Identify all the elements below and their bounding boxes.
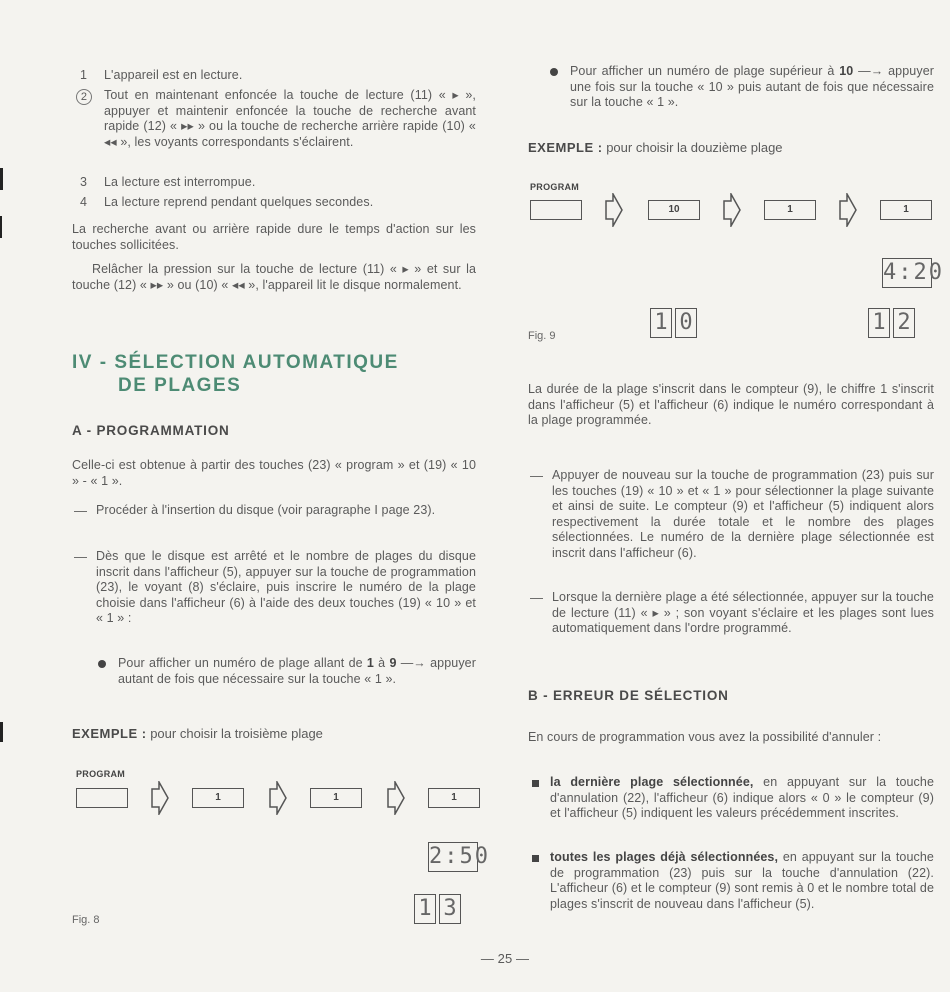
dash-play-programmed: Lorsque la dernière plage a été sélectionnée, appuyer sur la touche de lecture (11) « ▸ » ; son voyant s'éclaire et les plages sont lues automatiquement dans l'ordre programmé. <box>552 590 934 635</box>
program-label: PROGRAM <box>76 769 126 779</box>
example-twelfth-track: EXEMPLE : pour choisir la douzième plage <box>528 140 783 155</box>
program-label: PROGRAM <box>530 182 580 192</box>
figure-caption-9: Fig. 9 <box>528 330 556 342</box>
paragraph-release: Relâcher la pression sur la touche de lecture (11) « ▸ » et sur la touche (12) « ▸▸ » ou (10) « ◂◂ », l'appareil lit le disque normalement. <box>72 262 476 292</box>
key-box-10: 10 <box>648 200 700 220</box>
bullet-marker <box>550 68 558 76</box>
paragraph-keys: Celle-ci est obtenue à partir des touches (23) « program » et (19) « 10 » - « 1 ». <box>72 458 476 488</box>
lcd-digit: 1 <box>868 308 890 338</box>
key-box-2: 1 <box>310 788 362 808</box>
lcd-digit: 1 <box>414 894 436 924</box>
lcd-counter-display: 4:20 <box>882 258 932 288</box>
figure-caption-8: Fig. 8 <box>72 914 100 926</box>
step-4-text: La lecture reprend pendant quelques secondes. <box>104 195 374 209</box>
step-2-text: Tout en maintenant enfoncée la touche de lecture (11) « ▸ », appuyer et maintenir enfoncée la touche de recherche avant rapide (12) « ▸▸ » ou la touche de recherche arrière rapide (10) « ◂◂ », les voyants correspondants s'éclairent. <box>104 88 476 149</box>
section-title-line1: IV - SÉLECTION AUTOMATIQUE <box>72 352 399 373</box>
step-4-number: 4 <box>80 195 88 209</box>
dash-insert-disc: Procéder à l'insertion du disque (voir paragraphe I page 23). <box>96 503 436 517</box>
scan-edge-mark <box>0 168 3 190</box>
step-2-number: 2 <box>76 89 92 105</box>
key-box-1b: 1 <box>880 200 932 220</box>
dash-marker: — <box>530 590 543 605</box>
square-bullet-marker <box>532 780 539 787</box>
scan-edge-mark <box>0 722 3 742</box>
lcd-track-display-a <box>650 308 697 338</box>
cancel-last-track: la dernière plage sélectionnée, en appuyant sur la touche d'annulation (22), l'afficheur (6) indique alors « 0 » le compteur (9) et l'afficheur (5) indiquent les valeurs précédemment inscrites. <box>550 775 934 820</box>
arrow-right-icon <box>268 781 288 815</box>
key-box-3: 1 <box>428 788 480 808</box>
dash-marker: — <box>74 503 87 518</box>
arrow-right-icon <box>838 193 858 227</box>
lcd-digit: 1 <box>650 308 672 338</box>
dash-next-track: Appuyer de nouveau sur la touche de programmation (23) puis sur les touches (19) « 10 » et « 1 » pour sélectionner la plage suivante et ainsi de suite. Le compteur (9) et l'afficheur (5) indiquent alors respectivement la durée totale et le nombre des plages sélectionnées. Le numéro de la dernière plage sélectionnée est inscrit dans l'afficheur (6). <box>552 468 934 560</box>
lcd-digit: 2 <box>893 308 915 338</box>
lcd-track-display <box>414 894 461 924</box>
cancel-all-tracks: toutes les plages déjà sélectionnées, en appuyant sur la touche de programmation (23) puis sur la touche d'annulation (22). L'afficheur (6) et le compteur (9) sont remis à 0 et le nombre total de plages s'inscrit de nouveau dans l'afficheur (5). <box>550 850 934 911</box>
step-1-number: 1 <box>80 68 88 82</box>
lcd-counter-display: 2:50 <box>428 842 478 872</box>
step-3-number: 3 <box>80 175 88 189</box>
page-number: — 25 — <box>480 951 530 966</box>
scan-edge-mark <box>0 216 2 238</box>
program-key-box <box>76 788 128 808</box>
paragraph-duration: La durée de la plage s'inscrit dans le compteur (9), le chiffre 1 s'inscrit dans l'afficheur (5) et l'afficheur (6) indique le numéro correspondant à la plage programmée. <box>528 382 934 427</box>
arrow-right-icon <box>150 781 170 815</box>
arrow-right-icon <box>604 193 624 227</box>
dash-program-steps: Dès que le disque est arrêté et le nombre de plages du disque inscrit dans l'afficheur (5), appuyer sur la touche de programmation (23), le voyant (8) s'éclaire, puis inscrire le numéro de la plage choisie dans l'afficheur (6) à l'aide des deux touches (19) « 10 » et « 1 » : <box>96 549 476 625</box>
step-3-text: La lecture est interrompue. <box>104 175 256 189</box>
bullet-1-to-9: Pour afficher un numéro de plage allant de 1 à 9 —→ appuyer autant de fois que nécessaire sur la touche « 1 ». <box>118 656 476 686</box>
lcd-digit: 3 <box>439 894 461 924</box>
paragraph-fast-search: La recherche avant ou arrière rapide dure le temps d'action sur les touches sollicitées. <box>72 222 476 252</box>
key-box-1: 1 <box>192 788 244 808</box>
key-box-1: 1 <box>764 200 816 220</box>
bullet-above-10: Pour afficher un numéro de plage supérieur à 10 —→ appuyer une fois sur la touche « 10 » puis autant de fois que nécessaire sur la touche « 1 ». <box>570 64 935 109</box>
subsection-a-title: A - PROGRAMMATION <box>72 423 230 438</box>
square-bullet-marker <box>532 855 539 862</box>
lcd-digit: 0 <box>675 308 697 338</box>
lcd-track-display-b <box>868 308 915 338</box>
subsection-b-title: B - ERREUR DE SÉLECTION <box>528 688 729 703</box>
bullet-marker <box>98 660 106 668</box>
dash-marker: — <box>74 549 87 564</box>
dash-marker: — <box>530 468 543 483</box>
arrow-right-icon <box>386 781 406 815</box>
program-key-box <box>530 200 582 220</box>
paragraph-cancel-intro: En cours de programmation vous avez la possibilité d'annuler : <box>528 730 882 744</box>
arrow-right-icon <box>722 193 742 227</box>
example-third-track: EXEMPLE : pour choisir la troisième plage <box>72 726 323 741</box>
step-1-text: L'appareil est en lecture. <box>104 68 243 82</box>
section-title-line2: DE PLAGES <box>118 375 242 396</box>
